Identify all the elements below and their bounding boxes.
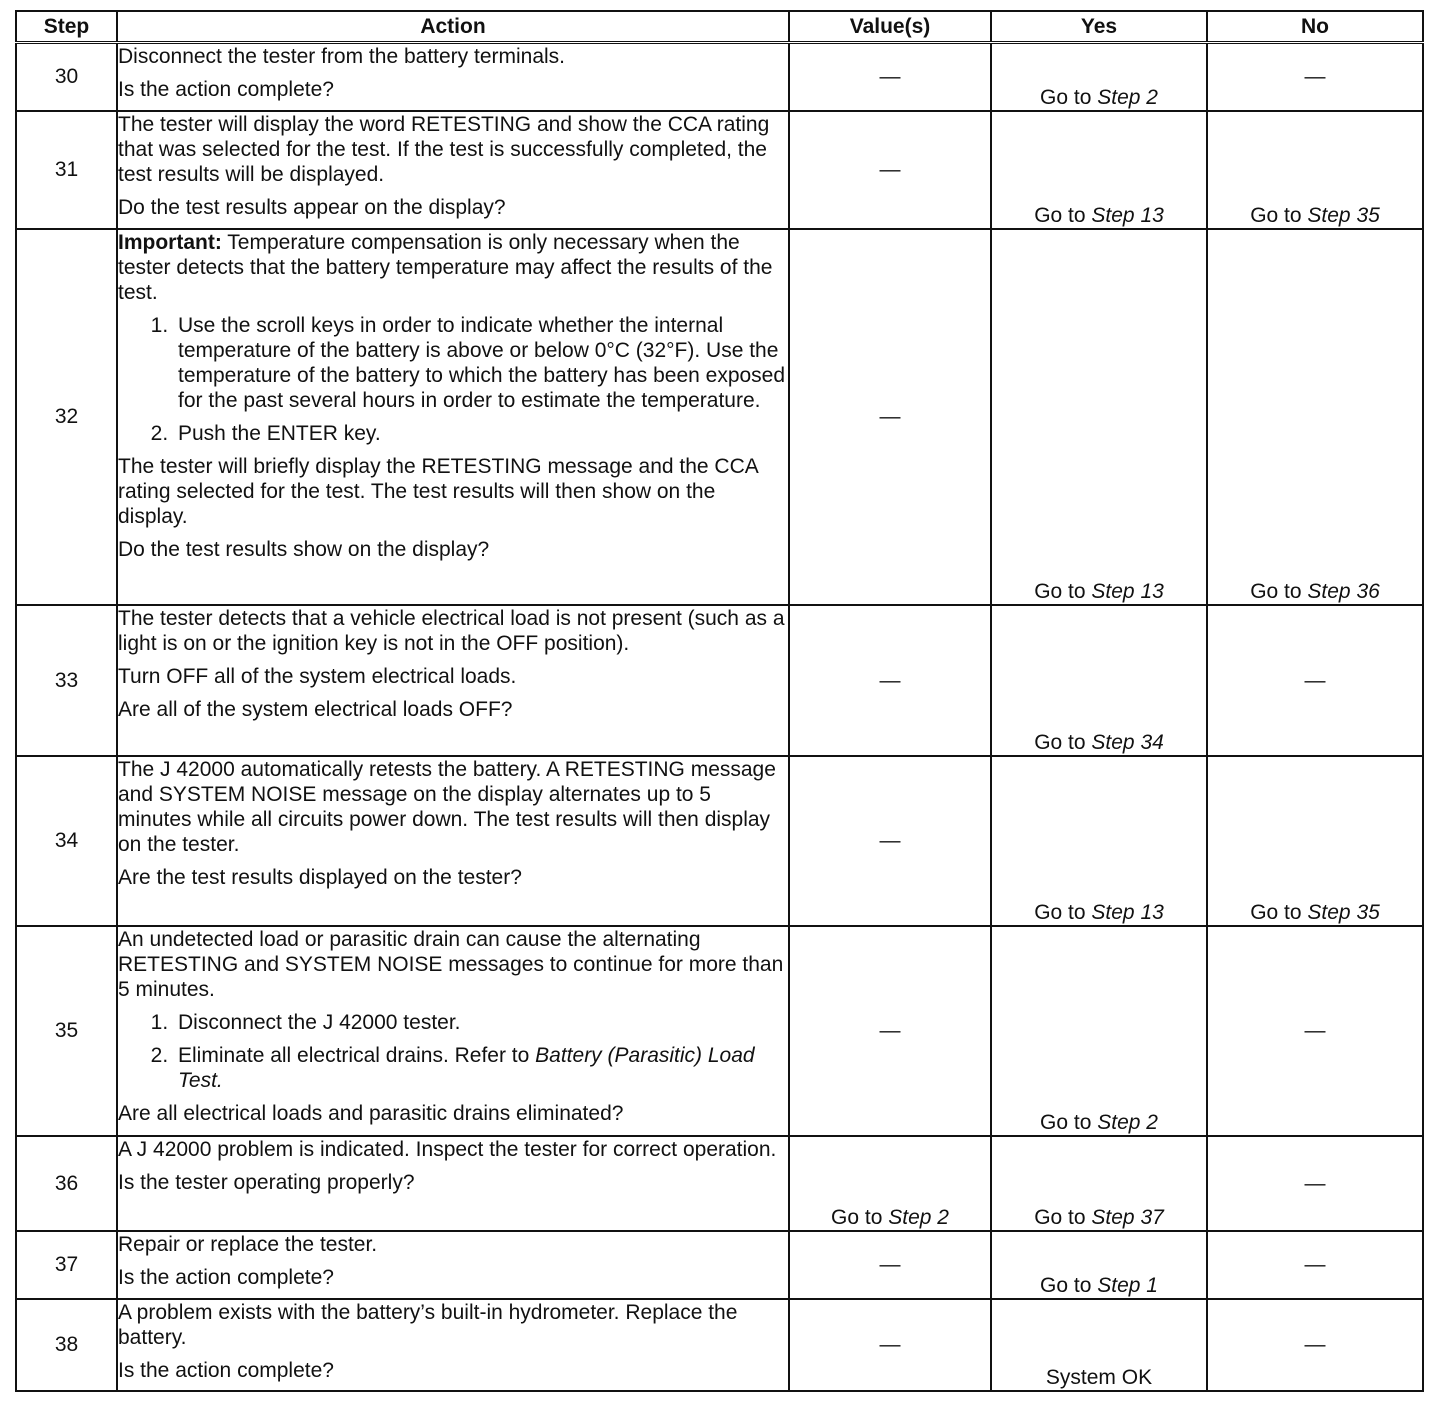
go-to-prefix: Go to [1250,203,1302,227]
value-cell [789,229,991,605]
important-note [118,230,788,305]
table-row-step-34 [16,756,1423,926]
header-step: Step [16,11,117,43]
dash: — [879,668,901,692]
value-cell [789,43,991,111]
action-question: Do the test results appear on the display? [118,195,506,219]
no-cell [1207,756,1423,926]
step-number: 36 [16,1136,117,1231]
dash: — [1304,668,1326,692]
procedure-list [118,313,788,446]
action-text: Turn OFF all of the system electrical loads. [118,664,517,688]
list-item: 1. Disconnect the J 42000 tester. [174,1010,788,1035]
value-cell [789,926,991,1136]
action-text: Repair or replace the tester. [118,1232,378,1256]
list-item: 2. Push the ENTER key. [174,421,788,446]
step-number: 31 [16,111,117,229]
important-label: Important: [118,230,222,254]
action-text: The tester will briefly display the RETESTING message and the CCA rating selected for the test. The test results will then show on the display. [118,454,758,528]
list-item [174,1043,788,1093]
go-to-prefix: Go to [1250,579,1302,603]
step-number: 38 [16,1299,117,1391]
list-item-text: Eliminate all electrical drains. Refer to [178,1043,530,1067]
table-row-step-33 [16,605,1423,756]
action-text: A J 42000 problem is indicated. Inspect the tester for correct operation. [118,1137,777,1161]
step-number: 34 [16,756,117,926]
go-to-prefix: Go to [1034,579,1086,603]
no-cell [1207,43,1423,111]
action-cell [117,926,789,1136]
table-row-step-37 [16,1231,1423,1299]
table-row-step-32 [16,229,1423,605]
yes-step-ref: Step 13 [1091,203,1164,227]
yes-cell [991,756,1207,926]
yes-step-ref: Step 1 [1097,1273,1158,1297]
go-to-prefix: Go to [1040,1273,1092,1297]
dash: — [1304,1253,1326,1276]
yes-cell [991,1136,1207,1231]
dash: — [879,1019,901,1042]
dash: — [1304,65,1326,89]
value-cell [789,605,991,756]
action-question: Is the tester operating properly? [118,1170,415,1194]
value-cell [789,756,991,926]
diagnostic-steps-table [15,10,1424,1392]
list-item: 1. Use the scroll keys in order to indicate whether the internal temperature of the battery is above or below 0°C (32°F). Use the temperature of the battery to which the battery has been exposed for the past several hours in order to estimate the temperature. [174,313,788,413]
go-to-prefix: Go to [1034,900,1086,924]
action-cell [117,1136,789,1231]
step-number: 32 [16,229,117,605]
action-cell [117,229,789,605]
no-step-ref: Step 35 [1307,203,1380,227]
go-to-prefix: Go to [1250,900,1302,924]
value-cell [789,1299,991,1391]
action-question: Is the action complete? [118,1265,334,1289]
action-cell [117,111,789,229]
important-text: Temperature compensation is only necessary when the tester detects that the battery temperature may affect the results of the test. [118,230,773,304]
action-text: The J 42000 automatically retests the battery. A RETESTING message and SYSTEM NOISE message on the display alternates up to 5 minutes while all circuits power down. The test results will then display on the tester. [118,757,776,856]
table-row-step-31 [16,111,1423,229]
dash: — [879,405,901,428]
yes-step-ref: Step 2 [1097,1110,1158,1134]
yes-cell [991,111,1207,229]
action-cell [117,1299,789,1391]
no-cell [1207,1231,1423,1299]
no-step-ref: Step 36 [1307,579,1380,603]
action-cell [117,1231,789,1299]
yes-cell [991,43,1207,111]
table-row-step-36 [16,1136,1423,1231]
header-values: Value(s) [789,11,991,43]
step-number: 35 [16,926,117,1136]
action-question: Are all electrical loads and parasitic drains eliminated? [118,1101,624,1125]
no-cell [1207,926,1423,1136]
action-text: The tester will display the word RETESTING and show the CCA rating that was selected for the test. If the test is successfully completed, the test results will be displayed. [118,112,770,186]
action-question: Do the test results show on the display? [118,537,490,561]
action-text: The tester detects that a vehicle electrical load is not present (such as a light is on or the ignition key is not in the OFF position). [118,606,785,655]
table-header-row [16,11,1423,43]
table-row-step-38 [16,1299,1423,1391]
value-cell [789,111,991,229]
yes-step-ref: Step 13 [1091,579,1164,603]
dash: — [1304,1171,1326,1195]
action-text: An undetected load or parasitic drain can cause the alternating RETESTING and SYSTEM NOISE messages to continue for more than 5 minutes. [118,927,784,1001]
no-cell [1207,229,1423,605]
step-number: 37 [16,1231,117,1299]
step-number: 33 [16,605,117,756]
go-to-prefix: Go to [1034,730,1086,754]
go-to-prefix: Go to [831,1205,883,1229]
action-cell [117,756,789,926]
dash: — [879,829,901,852]
dash: — [1304,1019,1326,1042]
yes-cell [991,926,1207,1136]
no-cell [1207,111,1423,229]
dash: — [879,1333,901,1356]
no-cell [1207,1299,1423,1391]
action-question: Is the action complete? [118,1358,334,1382]
dash: — [1304,1333,1326,1356]
table-row-step-35 [16,926,1423,1136]
header-no: No [1207,11,1423,43]
no-step-ref: Step 35 [1307,900,1380,924]
action-text: Disconnect the tester from the battery terminals. [118,45,566,68]
action-cell [117,605,789,756]
no-cell [1207,605,1423,756]
value-cell [789,1231,991,1299]
yes-step-ref: Step 13 [1091,900,1164,924]
reference-link: Battery (Parasitic) Load Test. [178,1043,755,1092]
yes-cell [991,605,1207,756]
value-step-ref: Step 2 [888,1205,949,1229]
value-cell [789,1136,991,1231]
go-to-prefix: Go to [1034,1205,1086,1229]
header-action: Action [117,11,789,43]
dash: — [879,1253,901,1276]
yes-step-ref: Step 37 [1091,1205,1164,1229]
header-yes: Yes [991,11,1207,43]
action-text: A problem exists with the battery’s built-in hydrometer. Replace the battery. [118,1300,738,1349]
yes-step-ref: Step 34 [1091,730,1164,754]
go-to-prefix: Go to [1040,1110,1092,1134]
table-row-step-30 [16,43,1423,111]
dash: — [879,158,901,181]
go-to-prefix: Go to [1034,203,1086,227]
action-question: Is the action complete? [118,78,334,101]
action-cell [117,43,789,111]
yes-cell [991,229,1207,605]
procedure-list [118,1010,788,1093]
dash: — [879,65,901,89]
action-question: Are the test results displayed on the tester? [118,865,522,889]
yes-cell: System OK [991,1299,1207,1391]
yes-cell [991,1231,1207,1299]
yes-step-ref: Step 2 [1097,85,1158,109]
no-cell [1207,1136,1423,1231]
step-number: 30 [16,43,117,111]
go-to-prefix: Go to [1040,85,1092,109]
action-question: Are all of the system electrical loads OFF? [118,697,513,721]
